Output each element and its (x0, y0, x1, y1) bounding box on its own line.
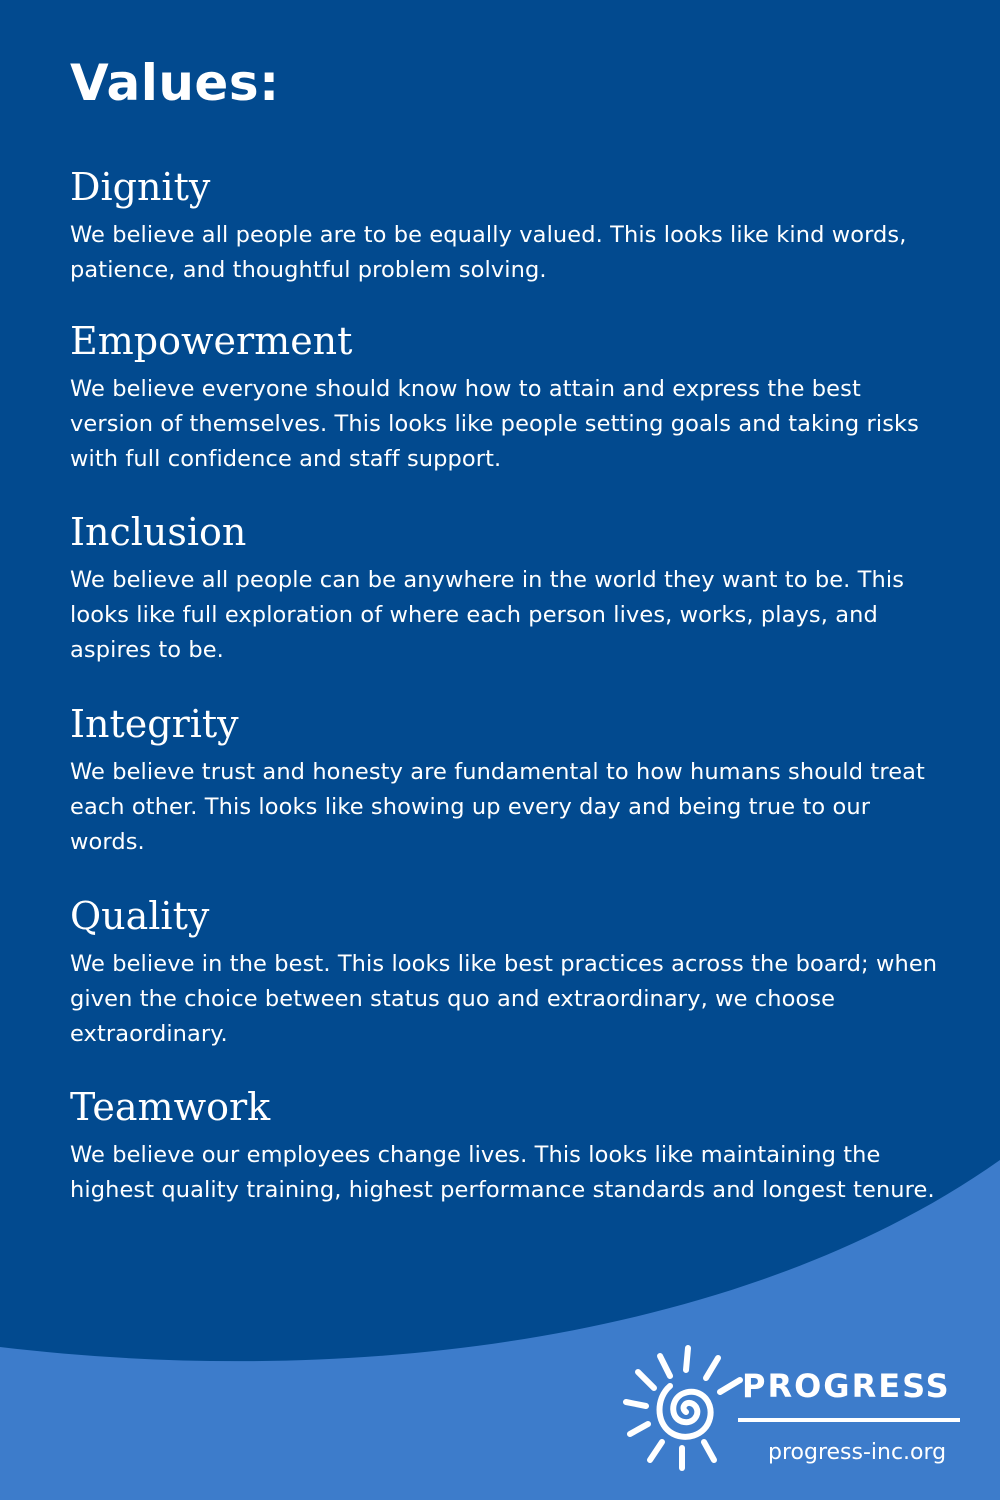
page-title: Values: (70, 54, 280, 112)
value-title: Inclusion (70, 510, 247, 554)
value-title: Integrity (70, 702, 239, 746)
value-empowerment (70, 319, 950, 477)
value-description: We believe in the best. This looks like best practices across the board; when given the choice between status quo and extraordinary, we choose extraordinary. (70, 951, 938, 1047)
value-teamwork (70, 1085, 950, 1208)
website-url: progress-inc.org (768, 1440, 947, 1465)
logo-divider (738, 1418, 960, 1422)
value-title: Teamwork (70, 1085, 271, 1129)
value-description: We believe everyone should know how to attain and express the best version of themselves. This looks like people setting goals and taking risks with full confidence and staff support. (70, 376, 919, 472)
sun-spiral-icon (620, 1342, 750, 1472)
value-title: Quality (70, 894, 210, 938)
value-title: Dignity (70, 165, 211, 209)
value-title: Empowerment (70, 319, 353, 363)
logo-name: PROGRESS (742, 1367, 951, 1405)
value-description: We believe all people can be anywhere in the world they want to be. This looks like full exploration of where each person lives, works, plays, and aspires to be. (70, 567, 905, 663)
value-description: We believe trust and honesty are fundamental to how humans should treat each other. This looks like showing up every day and being true to our words. (70, 759, 925, 855)
value-description: We believe our employees change lives. This looks like maintaining the highest quality training, highest performance standards and longest tenure. (70, 1142, 935, 1203)
value-dignity (70, 165, 950, 288)
progress-logo (620, 1342, 970, 1482)
value-quality (70, 894, 950, 1052)
value-inclusion (70, 510, 950, 668)
value-description: We believe all people are to be equally valued. This looks like kind words, patience, and thoughtful problem solving. (70, 222, 907, 283)
value-integrity (70, 702, 950, 860)
